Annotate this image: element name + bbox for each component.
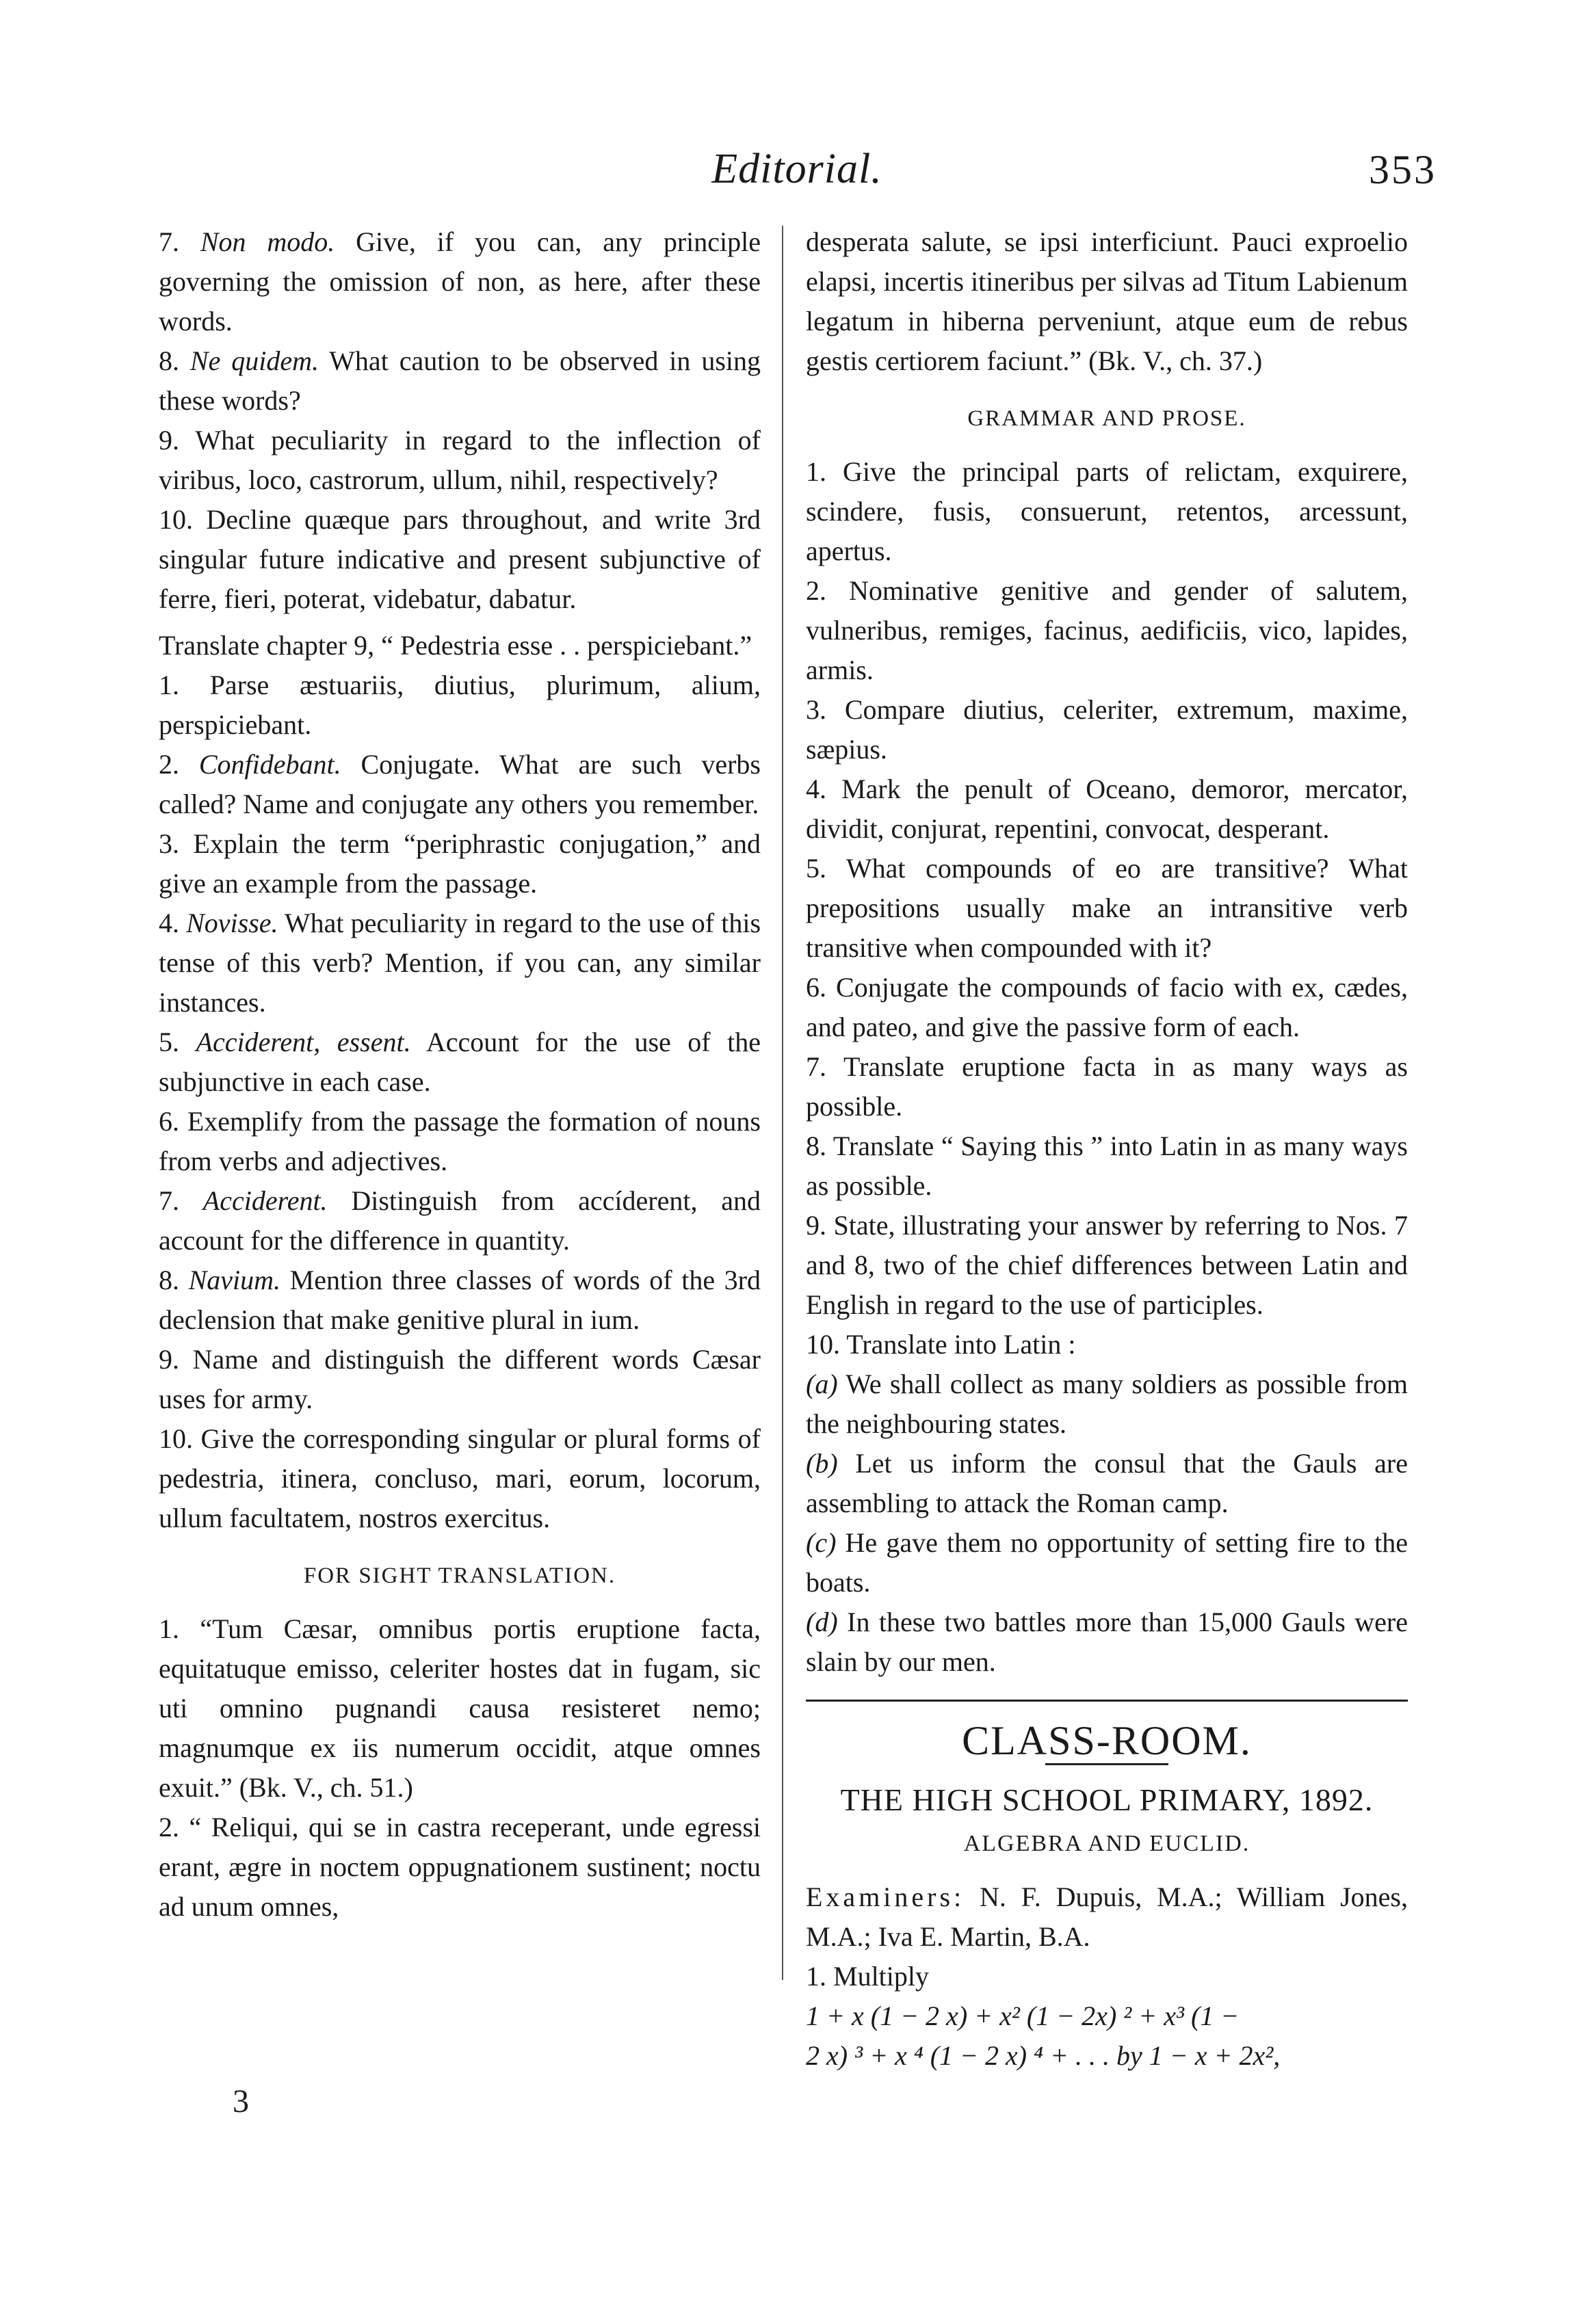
question-number: 9.	[806, 1210, 826, 1241]
question-number: 2.	[159, 749, 179, 780]
heading-rule	[1045, 1763, 1168, 1765]
sub-question-text: Let us inform the consul that the Gauls are assembling to attack the Roman camp.	[806, 1448, 1408, 1518]
signature-mark: 3	[233, 2083, 249, 2120]
question-text: Exemplify from the passage the formation of nouns from verbs and adjectives.	[159, 1106, 761, 1176]
section-divider	[806, 1700, 1408, 1702]
question-text: Distinguish from accíderent, and account for the difference in quantity.	[159, 1185, 761, 1256]
question-number: 6.	[806, 972, 826, 1003]
running-head	[157, 145, 1437, 200]
sub-question-item	[806, 1364, 1408, 1444]
question-number: 7.	[159, 1185, 179, 1216]
question-item	[806, 690, 1408, 769]
question-number: 1.	[159, 670, 179, 700]
math-expression-line: 2 x) ³ + x ⁴ (1 − 2 x) ⁴ + . . . by 1 − x + 2x²,	[806, 2040, 1281, 2071]
sub-question-tag: (a)	[806, 1369, 838, 1399]
question-number: 10.	[159, 504, 193, 535]
passage-text: “ Reliqui, qui se in castra receperant, unde egressi erant, ægre in noctem oppugnationem sustinent; noctu ad unum omnes,	[159, 1812, 761, 1922]
question-lead: Ne quidem.	[189, 345, 319, 376]
grammar-heading: GRAMMAR AND PROSE.	[967, 406, 1246, 431]
question-text: Explain the term “periphrastic conjugation,” and give an example from the passage.	[159, 828, 761, 899]
question-lead: Confidebant.	[198, 749, 341, 780]
question-text: What caution to be observed in using these words?	[159, 345, 761, 416]
sub-question-tag: (b)	[806, 1448, 838, 1479]
question-item	[806, 571, 1408, 690]
question-text: Translate into Latin :	[840, 1329, 1076, 1360]
passage-continuation: desperata salute, se ipsi interficiunt. Pauci exproelio elapsi, incertis itineribus per silvas ad Titum Labienum legatum in hiberna perveniunt, atque eum de rebus gestis certiorem faciunt.” (Bk. V., ch. 37.)	[806, 226, 1408, 376]
sub-question-text: We shall collect as many soldiers as possible from the neighbouring states.	[806, 1369, 1408, 1439]
right-column	[806, 222, 1408, 2076]
translation-sublist	[806, 1364, 1408, 1682]
examiners-line	[806, 1877, 1408, 1957]
question-text: Name and distinguish the different words Cæsar uses for army.	[159, 1344, 761, 1414]
question-item	[159, 1022, 761, 1102]
page-number: 353	[1369, 147, 1437, 192]
question-text: State, illustrating your answer by referring to Nos. 7 and 8, two of the chief differences between Latin and English in regard to the use of participles.	[806, 1210, 1408, 1320]
question-number: 6.	[159, 1106, 179, 1137]
question-lead: Acciderent.	[202, 1185, 328, 1216]
passage-item	[159, 1808, 761, 1927]
question-item	[159, 824, 761, 903]
exam-title: THE HIGH SCHOOL PRIMARY, 1892.	[840, 1782, 1374, 1817]
question-item	[159, 341, 761, 421]
passage-number: 2.	[159, 1812, 179, 1843]
question-lead: Acciderent, essent.	[196, 1027, 411, 1057]
question-text: Mention three classes of words of the 3rd declension that make genitive plural in ium.	[159, 1265, 761, 1335]
question-text: Account for the use of the subjunctive in each case.	[159, 1027, 761, 1097]
question-number: 9.	[159, 1344, 179, 1375]
question-lead: Novisse.	[186, 908, 278, 938]
question-number: 4.	[806, 774, 826, 804]
grammar-list	[806, 452, 1408, 1364]
question-item	[806, 968, 1408, 1047]
question-text: Mark the penult of Oceano, demoror, mercator, dividit, conjurat, repentini, convocat, desperant.	[806, 774, 1408, 844]
column-divider	[782, 226, 783, 1980]
question-number: 9.	[159, 425, 179, 455]
class-room-heading: CLASS-ROOM.	[962, 1718, 1252, 1763]
examiners-names: N. F. Dupuis, M.A.; William Jones, M.A.; Iva E. Martin, B.A.	[806, 1881, 1408, 1952]
question-number: 10.	[806, 1329, 840, 1360]
question-text: Give the corresponding singular or plural forms of pedestria, itinera, concluso, mari, eorum, locorum, ullum facultatem, nostros exercitus.	[159, 1423, 761, 1533]
question-text: Parse æstuariis, diutius, plurimum, alium, perspiciebant.	[159, 670, 761, 740]
exam-question: 1. Multiply	[806, 1961, 930, 1992]
question-number: 8.	[159, 1265, 179, 1295]
question-number: 10.	[159, 1423, 193, 1454]
question-text: Translate eruptione facta in as many ways as possible.	[806, 1051, 1408, 1122]
sub-question-item	[806, 1444, 1408, 1523]
sub-question-item	[806, 1523, 1408, 1602]
question-text: Conjugate the compounds of facio with ex, cædes, and pateo, and give the passive form of each.	[806, 972, 1408, 1042]
passage-text: “Tum Cæsar, omnibus portis eruptione facta, equitatuque emisso, celeriter hostes dat in fugam, sic uti omnino pugnandi causa resisteret nemo; magnumque ex iis numerum occidit, atque omnes exuit.” (Bk. V., ch. 51.)	[159, 1613, 761, 1803]
passage-item	[159, 1609, 761, 1808]
question-item	[806, 769, 1408, 849]
question-item	[806, 1206, 1408, 1325]
sight-translation-heading: FOR SIGHT TRANSLATION.	[303, 1563, 616, 1588]
question-list-a	[159, 222, 761, 619]
question-number: 4.	[159, 908, 179, 938]
question-text: What peculiarity in regard to the use of this tense of this verb? Mention, if you can, any similar instances.	[159, 908, 761, 1018]
question-item	[159, 1340, 761, 1419]
question-item	[159, 421, 761, 500]
question-item	[159, 222, 761, 341]
question-item	[806, 1126, 1408, 1206]
math-expression-line: 1 + x (1 − 2 x) + x² (1 − 2x) ² + x³ (1 −	[806, 2001, 1240, 2031]
question-text: Conjugate. What are such verbs called? Name and conjugate any others you remember.	[159, 749, 761, 819]
question-number: 8.	[806, 1131, 826, 1161]
question-item	[806, 849, 1408, 968]
question-item	[159, 1419, 761, 1538]
question-number: 5.	[806, 853, 826, 884]
question-text: What compounds of eo are transitive? What prepositions usually make an intransitive verb transitive when compounded with it?	[806, 853, 1408, 963]
question-text: Compare diutius, celeriter, extremum, maxime, sæpius.	[806, 694, 1408, 765]
question-text: Decline quæque pars throughout, and write 3rd singular future indicative and present subjunctive of ferre, fieri, poterat, videbatur, dabatur.	[159, 504, 761, 614]
question-item	[159, 665, 761, 745]
question-number: 5.	[159, 1027, 179, 1057]
question-item	[159, 1260, 761, 1340]
translate-instruction: Translate chapter 9, “ Pedestria esse . . perspiciebant.”	[159, 630, 752, 661]
question-item	[159, 500, 761, 619]
question-text: Give, if you can, any principle governing the omission of non, as here, after these words.	[159, 226, 761, 336]
running-title: Editorial.	[711, 146, 882, 192]
question-number: 8.	[159, 345, 179, 376]
left-column	[159, 222, 761, 1927]
sub-question-tag: (d)	[806, 1607, 838, 1637]
question-item	[159, 745, 761, 824]
sub-question-tag: (c)	[806, 1527, 837, 1558]
question-number: 7.	[806, 1051, 826, 1082]
question-item	[806, 1047, 1408, 1126]
question-list-b	[159, 665, 761, 1538]
question-number: 7.	[159, 226, 179, 257]
question-item	[159, 1181, 761, 1260]
exam-subtitle: ALGEBRA AND EUCLID.	[963, 1831, 1250, 1856]
sub-question-item	[806, 1602, 1408, 1682]
question-item	[806, 452, 1408, 571]
passage-number: 1.	[159, 1613, 179, 1644]
sub-question-text: In these two battles more than 15,000 Gauls were slain by our men.	[806, 1607, 1408, 1677]
question-lead: Navium.	[188, 1265, 281, 1295]
sight-translation-list	[159, 1609, 761, 1927]
question-item	[159, 903, 761, 1022]
question-lead: Non modo.	[200, 226, 335, 257]
examiners-label: Examiners:	[806, 1881, 965, 1912]
question-text: What peculiarity in regard to the inflection of viribus, loco, castrorum, ullum, nihil, respectively?	[159, 425, 761, 495]
question-number: 2.	[806, 575, 826, 606]
question-number: 3.	[806, 694, 826, 725]
question-text: Translate “ Saying this ” into Latin in as many ways as possible.	[806, 1131, 1408, 1201]
question-text: Nominative genitive and gender of salutem, vulneribus, remiges, facinus, aedificiis, vico, lapides, armis.	[806, 575, 1408, 685]
question-text: Give the principal parts of relictam, exquirere, scindere, fusis, consuerunt, retentos, arcessunt, apertus.	[806, 456, 1408, 566]
question-item	[806, 1325, 1408, 1364]
question-item	[159, 1102, 761, 1181]
sub-question-text: He gave them no opportunity of setting fire to the boats.	[806, 1527, 1408, 1598]
question-number: 1.	[806, 456, 826, 487]
question-number: 3.	[159, 828, 179, 859]
